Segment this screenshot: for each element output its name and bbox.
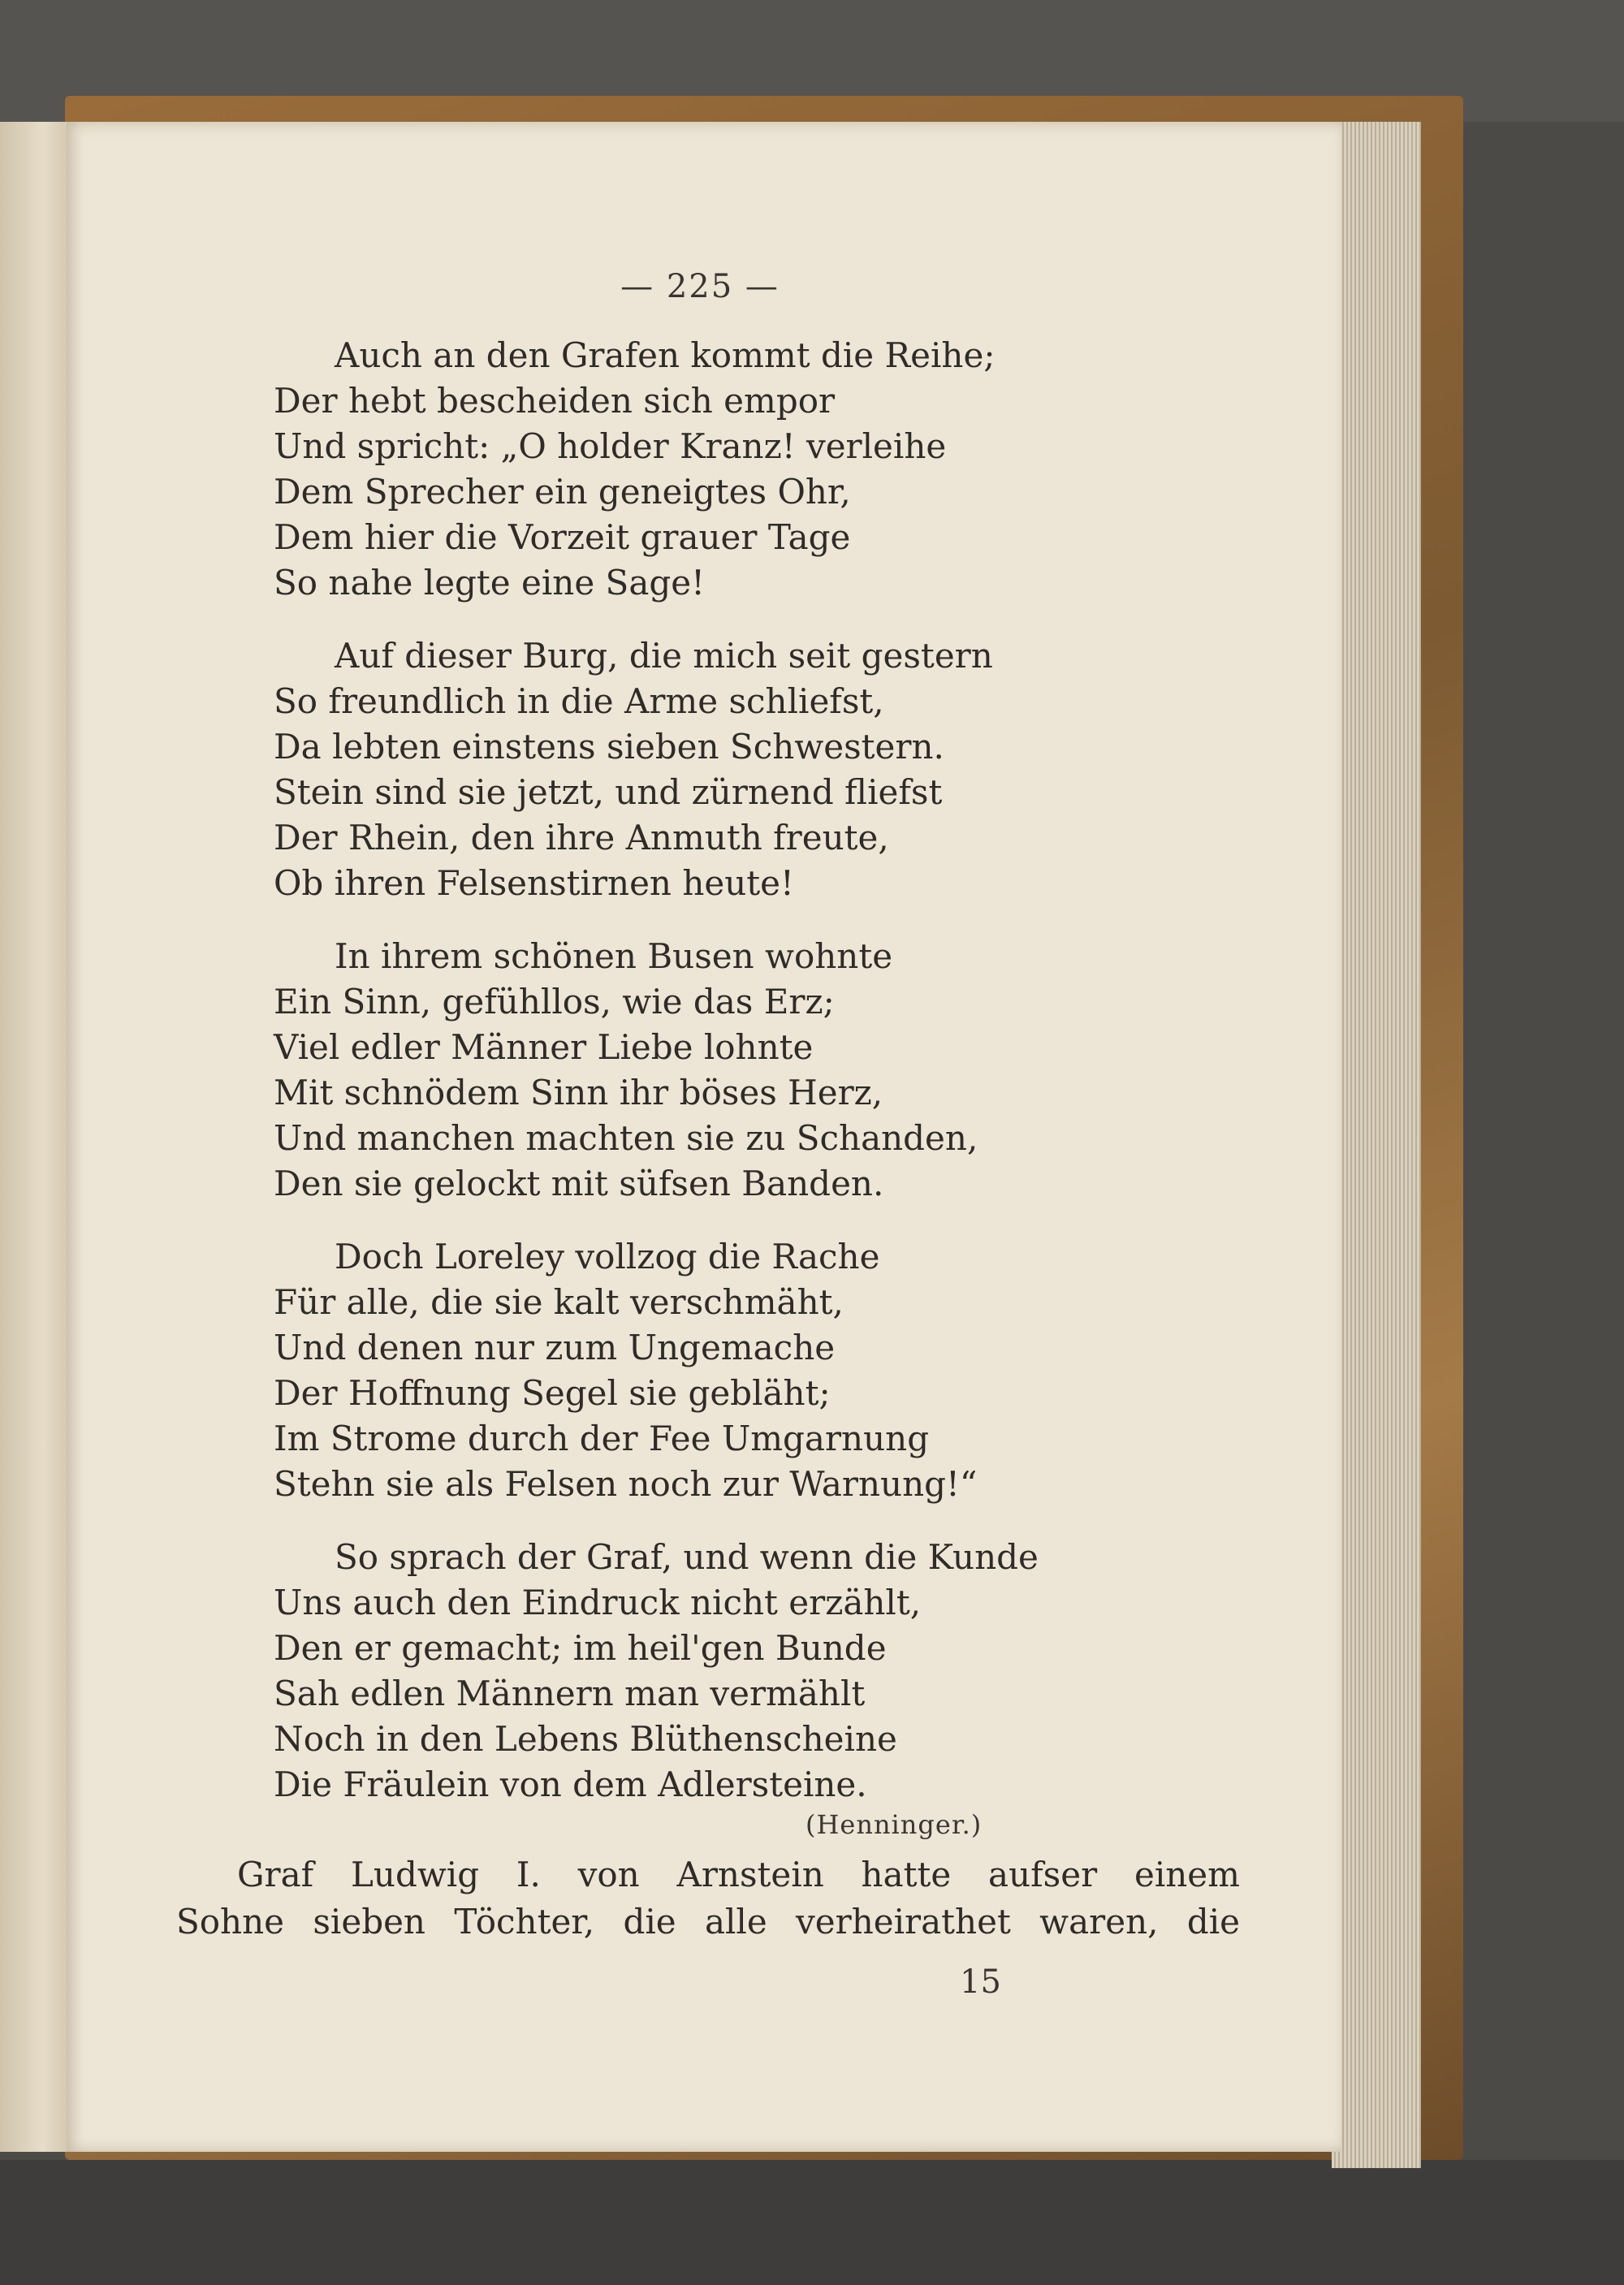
verse-line: Stein sind sie jetzt, und zürnend fliefst bbox=[274, 772, 943, 812]
background-bottom bbox=[0, 2160, 1624, 2285]
page-text bbox=[67, 122, 1341, 2152]
verse-line: Für alle, die sie kalt verschmäht, bbox=[274, 1282, 844, 1322]
stanza-3 bbox=[274, 934, 1167, 1207]
left-page-edge bbox=[0, 122, 73, 2152]
verse-line: Noch in den Lebens Blüthenscheine bbox=[274, 1719, 897, 1759]
verse-line: Stehn sie als Felsen noch zur Warnung!“ bbox=[274, 1464, 978, 1504]
verse-line: Ob ihren Felsenstirnen heute! bbox=[274, 863, 794, 903]
verse-line: Den er gemacht; im heil'gen Bunde bbox=[274, 1628, 887, 1668]
verse-line: Mit schnödem Sinn ihr böses Herz, bbox=[274, 1073, 883, 1112]
verse-line: Ein Sinn, gefühllos, wie das Erz; bbox=[274, 982, 835, 1022]
verse-line: Und manchen machten sie zu Schanden, bbox=[274, 1118, 978, 1158]
verse-line: Dem hier die Vorzeit grauer Tage bbox=[274, 517, 851, 557]
page-stack-edge bbox=[1332, 122, 1421, 2168]
verse-line: Der hebt bescheiden sich empor bbox=[274, 381, 836, 421]
verse-line: Der Rhein, den ihre Anmuth freute, bbox=[274, 818, 889, 857]
prose-paragraph bbox=[176, 1851, 1240, 1946]
verse-line: In ihrem schönen Busen wohnte bbox=[335, 936, 893, 976]
author-credit: (Henninger.) bbox=[806, 1809, 983, 1840]
stanza-4 bbox=[274, 1234, 1167, 1507]
prose-line: Graf Ludwig I. von Arnstein hatte aufser einem bbox=[237, 1855, 1240, 1894]
verse-line: Sah edlen Männern man vermählt bbox=[274, 1674, 866, 1713]
verse-line: Da lebten einstens sieben Schwestern. bbox=[274, 727, 944, 767]
verse-line: Die Fräulein von dem Adlersteine. bbox=[274, 1765, 867, 1804]
stanza-5 bbox=[274, 1535, 1167, 1808]
verse-line: Auch an den Grafen kommt die Reihe; bbox=[335, 335, 996, 375]
stanza-1 bbox=[274, 333, 1167, 606]
verse-line: So freundlich in die Arme schliefst, bbox=[274, 681, 884, 721]
verse-line: So sprach der Graf, und wenn die Kunde bbox=[335, 1537, 1039, 1577]
verse-line: Dem Sprecher ein geneigtes Ohr, bbox=[274, 472, 851, 512]
prose-line: Sohne sieben Töchter, die alle verheirathet waren, die bbox=[176, 1902, 1240, 1942]
stanza-2 bbox=[274, 633, 1167, 906]
sheet-signature: 15 bbox=[960, 1963, 1001, 2001]
verse-line: Und spricht: „O holder Kranz! verleihe bbox=[274, 426, 947, 466]
verse-line: Und denen nur zum Ungemache bbox=[274, 1328, 836, 1367]
verse-line: Doch Loreley vollzog die Rache bbox=[335, 1237, 880, 1276]
verse-line: Viel edler Männer Liebe lohnte bbox=[274, 1027, 814, 1067]
page-number-header: — 225 — bbox=[620, 268, 780, 305]
verse-line: Den sie gelockt mit süfsen Banden. bbox=[274, 1164, 884, 1203]
verse-line: So nahe legte eine Sage! bbox=[274, 563, 705, 603]
verse-line: Der Hoffnung Segel sie gebläht; bbox=[274, 1373, 831, 1413]
verse-line: Auf dieser Burg, die mich seit gestern bbox=[335, 636, 993, 676]
book-page bbox=[67, 122, 1341, 2152]
verse-line: Im Strome durch der Fee Umgarnung bbox=[274, 1419, 930, 1458]
verse-line: Uns auch den Eindruck nicht erzählt, bbox=[274, 1583, 922, 1622]
